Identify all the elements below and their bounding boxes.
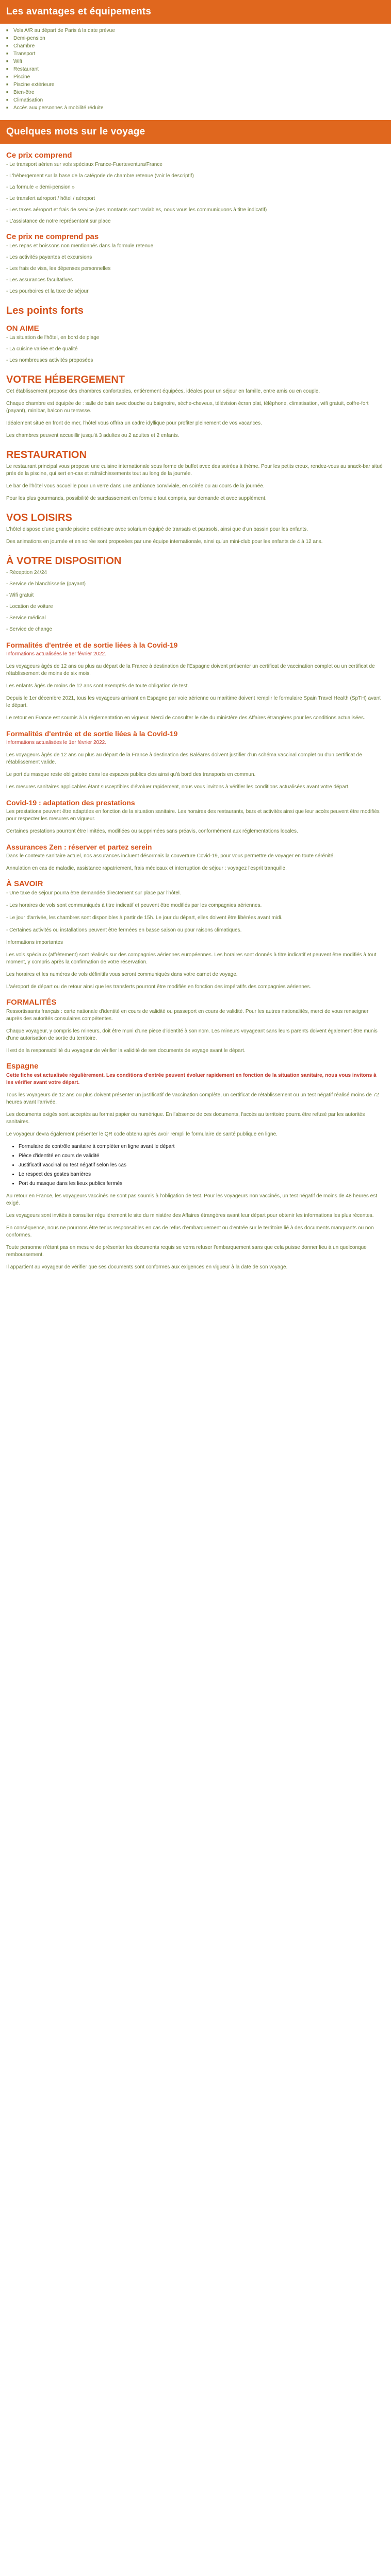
transport-para: Les vols spéciaux (affrètement) sont réalisés sur des compagnies aériennes européennes. Les horaires sont donnés à titre indicatif et peuvent être modifiés à tout moment, y compris après la confirmation de votre réservation. [6, 952, 377, 965]
assurance-para: Annulation en cas de maladie, assistance rapatriement, frais médicaux et interruption de séjour : voyagez l'esprit tranquille. [6, 866, 287, 871]
esp-warning: Cette fiche est actualisée régulièrement. Les conditions d'entrée peuvent évoluer rapidement en fonction de la situation sanitaire, nous vous invitons à les vérifier avant votre départ. [6, 1073, 377, 1086]
section-title: Ce prix comprend [6, 151, 72, 160]
closing-para: En conséquence, nous ne pourrons être tenus responsables en cas de refus d'embarquement ou d'entrée sur le territoire lié à des documents manquants ou non conformes. [6, 1225, 374, 1238]
prop-line: - Wifi gratuit [6, 592, 34, 598]
assurance-title: Assurances Zen : réserver et partez serein [6, 843, 152, 851]
resto-para: Le bar de l'hôtel vous accueille pour un verre dans une ambiance conviviale, en soirée ou au cours de la journée. [6, 483, 265, 489]
section-line: - Les pourboires et la taxe de séjour [6, 289, 89, 294]
closing-para: Toute personne n'étant pas en mesure de présenter les documents requis se verra refuser l'embarquement sans que cela puisse donner lieu à un quelconque remboursement. [6, 1245, 367, 1258]
know-banner: Quelques mots sur le voyage [0, 120, 391, 144]
loisirs-title: VOS LOISIRS [6, 512, 72, 523]
prop-line: - Location de voiture [6, 604, 53, 609]
resto-para: Le restaurant principal vous propose une cuisine internationale sous forme de buffet avec des soirées à thème. Pour les petits creux, rendez-vous au snack-bar situé près de la piscine, qui sert en-cas et rafraîchissements tout au long de la journée. [6, 464, 383, 477]
covid-title: Formalités d'entrée et de sortie liées à la Covid-19 [6, 730, 178, 738]
covid-para: Depuis le 1er décembre 2021, tous les voyageurs arrivant en Espagne par voie aérienne ou maritime doivent remplir le formulaire Spain Travel Health (SpTH) avant le départ. [6, 696, 381, 708]
advantages-list [0, 24, 391, 114]
advantage-item: ■ Wifi [13, 58, 391, 65]
advantage-item: ■ Piscine extérieure [13, 81, 391, 89]
content [0, 151, 391, 1271]
savoir-para: - Une taxe de séjour pourra être demandée directement sur place par l'hôtel. [6, 890, 181, 896]
esp-title: Espagne [6, 1062, 39, 1071]
prop-line: - Service médical [6, 615, 46, 621]
anime-line: - Les nombreuses activités proposées [6, 358, 93, 363]
section-title: Ce prix ne comprend pas [6, 232, 99, 241]
section-line: - Les assurances facultatives [6, 277, 73, 283]
savoir-title: À SAVOIR [6, 879, 43, 888]
esp-para: Tous les voyageurs de 12 ans ou plus doivent présenter un justificatif de vaccination complète, un certificat de rétablissement ou un test négatif réalisé moins de 72 heures avant l'arrivée. [6, 1092, 379, 1105]
anime-title: ON AIME [6, 324, 39, 333]
advantage-item: ■ Chambre [13, 42, 391, 50]
section-line: - La formule « demi-pension » [6, 184, 75, 190]
transport-para: Les horaires et les numéros de vols définitifs vous seront communiqués dans votre carnet de voyage. [6, 972, 238, 977]
hotel-para: Chaque chambre est équipée de : salle de bain avec douche ou baignoire, sèche-cheveux, télévision écran plat, téléphone, climatisation, wifi gratuit, coffre-fort (payant), minibar, balcon ou terrasse. [6, 401, 369, 414]
hotel-para: Idéalement situé en front de mer, l'hôtel vous offrira un cadre idyllique pour profiter pleinement de vos vacances. [6, 420, 262, 426]
covid-note: Informations actualisées le 1er février 2022. [6, 740, 106, 745]
savoir-para: - Le jour d'arrivée, les chambres sont disponibles à partir de 15h. Le jour du départ, elles doivent être libérées avant midi. [6, 915, 283, 921]
advantage-item: ■ Bien-être [13, 89, 391, 96]
advantage-item: ■ Vols A/R au départ de Paris à la date prévue [13, 27, 391, 35]
closing-para: Les voyageurs sont invités à consulter régulièrement le site du ministère des Affaires étrangères avant leur départ pour obtenir les informations les plus récentes. [6, 1213, 374, 1218]
hotel-title: VOTRE HÉBERGEMENT [6, 374, 125, 385]
formalites-para: Ressortissants français : carte nationale d'identité en cours de validité ou passeport en cours de validité. Pour les autres nationalités, merci de vous renseigner auprès des autorités consulaires compétentes. [6, 1009, 369, 1022]
section-line: - Les taxes aéroport et frais de service (ces montants sont variables, nous vous les communiquons à titre indicatif) [6, 207, 267, 213]
esp-list [19, 1143, 385, 1188]
esp-para: Les documents exigés sont acceptés au format papier ou numérique. En l'absence de ces documents, l'accès au territoire pourra être refusé par les autorités sanitaires. [6, 1112, 365, 1125]
advantage-item: ■ Climatisation [13, 96, 391, 104]
covid-para: Les enfants âgés de moins de 12 ans sont exemptés de toute obligation de test. [6, 683, 189, 689]
prop-title: À VOTRE DISPOSITION [6, 555, 122, 567]
resto-title: RESTAURATION [6, 449, 87, 461]
points-title: Les points forts [6, 305, 84, 316]
covid-para: Certaines prestations pourront être limitées, modifiées ou supprimées sans préavis, conformément aux réglementations locales. [6, 828, 298, 834]
covid-para: Le port du masque reste obligatoire dans les espaces publics clos ainsi qu'à bord des transports en commun. [6, 772, 256, 777]
loisirs-para: Des animations en journée et en soirée sont proposées par une équipe internationale, ainsi qu'un mini-club pour les enfants de 4 à 12 ans. [6, 539, 323, 545]
transport-para: L'aéroport de départ ou de retour ainsi que les transferts pourront être modifiés en fonction des impératifs des compagnies aériennes. [6, 984, 312, 990]
section-line: - Les frais de visa, les dépenses personnelles [6, 266, 111, 272]
savoir-para: - Les horaires de vols sont communiqués à titre indicatif et peuvent être modifiés par les compagnies aériennes. [6, 903, 262, 908]
anime-line: - La situation de l'hôtel, en bord de plage [6, 335, 100, 341]
advantage-item: ■ Restaurant [13, 65, 391, 73]
closing-para: Il appartient au voyageur de vérifier que ses documents sont conformes aux exigences en vigueur à la date de son voyage. [6, 1264, 288, 1270]
section-line: - Le transfert aéroport / hôtel / aéroport [6, 196, 95, 201]
covid-title: Covid-19 : adaptation des prestations [6, 799, 135, 807]
esp-list-item: • Port du masque dans les lieux publics fermés [19, 1180, 385, 1188]
covid-para: Les mesures sanitaires applicables étant susceptibles d'évoluer rapidement, nous vous invitons à vérifier les conditions actualisées avant votre départ. [6, 784, 350, 790]
esp-list-item: • Justificatif vaccinal ou test négatif selon les cas [19, 1162, 385, 1169]
page [0, 0, 391, 1276]
advantage-item: ■ Transport [13, 50, 391, 58]
loisirs-para: L'hôtel dispose d'une grande piscine extérieure avec solarium équipé de transats et parasols, ainsi que d'un bassin pour les enfants. [6, 527, 308, 532]
covid-note: Informations actualisées le 1er février 2022. [6, 651, 106, 657]
savoir-para: - Certaines activités ou installations peuvent être fermées en basse saison ou pour raisons climatiques. [6, 927, 242, 933]
hotel-para: Cet établissement propose des chambres confortables, entièrement équipées, idéales pour un séjour en famille, entre amis ou en couple. [6, 388, 320, 394]
anime-line: - La cuisine variée et de qualité [6, 346, 78, 352]
covid-para: Les prestations peuvent être adaptées en fonction de la situation sanitaire. Les horaires des restaurants, bars et activités ainsi que leur accès peuvent être modifiés pour respecter les mesures en vigueur. [6, 809, 380, 822]
formalites-para: Chaque voyageur, y compris les mineurs, doit être muni d'une pièce d'identité à son nom. Les mineurs voyageant sans leurs parents doivent également être munis d'une autorisation de sortie du territoire. [6, 1028, 378, 1041]
covid-para: Les voyageurs âgés de 12 ans ou plus au départ de la France à destination des Baléares doivent justifier d'un schéma vaccinal complet ou d'un certificat de rétablissement valide. [6, 752, 362, 765]
prop-line: - Service de blanchisserie (payant) [6, 581, 86, 587]
covid-title: Formalités d'entrée et de sortie liées à la Covid-19 [6, 641, 178, 649]
prop-line: - Service de change [6, 626, 52, 632]
covid-para: Les voyageurs âgés de 12 ans ou plus au départ de la France à destination de l'Espagne doivent présenter un certificat de vaccination complet ou un certificat de rétablissement de moins de six mois. [6, 664, 375, 676]
section-line: - Le transport aérien sur vols spéciaux France-Fuerteventura/France [6, 162, 162, 167]
advantage-item: ■ Piscine [13, 73, 391, 81]
formalites-title: FORMALITÉS [6, 998, 57, 1007]
covid-para: Le retour en France est soumis à la réglementation en vigueur. Merci de consulter le site du ministère des Affaires étrangères pour les conditions actualisées. [6, 715, 365, 721]
hotel-para: Les chambres peuvent accueillir jusqu'à 3 adultes ou 2 adultes et 2 enfants. [6, 433, 180, 438]
transport-title: Informations importantes [6, 940, 63, 945]
section-line: - L'hébergement sur la base de la catégorie de chambre retenue (voir le descriptif) [6, 173, 194, 179]
esp-list-item: • Pièce d'identité en cours de validité [19, 1153, 385, 1160]
closing-para: Au retour en France, les voyageurs vaccinés ne sont pas soumis à l'obligation de test. Pour les voyageurs non vaccinés, un test négatif de moins de 48 heures est exigé. [6, 1193, 377, 1206]
esp-list-item: • Le respect des gestes barrières [19, 1171, 385, 1178]
assurance-para: Dans le contexte sanitaire actuel, nos assurances incluent désormais la couverture Covid-19, pour vous permettre de voyager en toute sérénité. [6, 853, 335, 859]
section-line: - Les repas et boissons non mentionnés dans la formule retenue [6, 243, 154, 249]
advantage-item: ■ Demi-pension [13, 35, 391, 42]
advantage-item: ■ Accès aux personnes à mobilité réduite [13, 104, 391, 112]
advantages-banner: Les avantages et équipements [0, 0, 391, 24]
esp-para: Le voyageur devra également présenter le QR code obtenu après avoir rempli le formulaire de santé publique en ligne. [6, 1131, 278, 1137]
esp-list-item: • Formulaire de contrôle sanitaire à compléter en ligne avant le départ [19, 1143, 385, 1150]
resto-para: Pour les plus gourmands, possibilité de surclassement en formule tout compris, sur demande et avec supplément. [6, 496, 267, 501]
section-line: - Les activités payantes et excursions [6, 255, 92, 260]
section-line: - L'assistance de notre représentant sur place [6, 218, 111, 224]
prop-line: - Réception 24/24 [6, 570, 47, 575]
formalites-para: Il est de la responsabilité du voyageur de vérifier la validité de ses documents de voyage avant le départ. [6, 1048, 246, 1054]
